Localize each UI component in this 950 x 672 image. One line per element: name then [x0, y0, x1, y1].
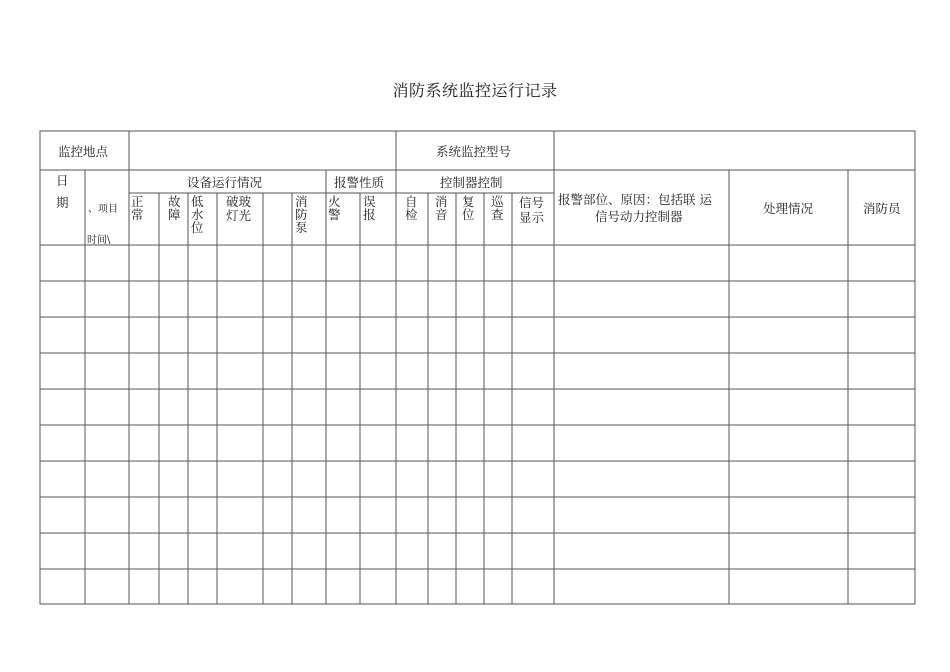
col-fault: 故障 [168, 194, 181, 222]
location-label: 监控地点 [58, 144, 109, 159]
col-reset: 复位 [462, 194, 475, 222]
col-fire-alarm: 火警 [328, 194, 341, 222]
page-title: 消防系统监控运行记录 [392, 81, 558, 100]
col-normal: 正常 [131, 194, 144, 222]
col-fire-pump: 消防泵 [295, 194, 308, 235]
date-char-2: 期 [56, 195, 69, 210]
col-alarm-info-line2: 信号动力控制器 [595, 209, 683, 224]
group-equipment-status: 设备运行情况 [187, 175, 263, 190]
col-low-water: 低水位 [191, 194, 204, 235]
col-self-check: 自检 [405, 194, 418, 222]
col-mute: 消音 [435, 194, 448, 222]
col-fireman: 消防员 [863, 201, 901, 216]
col-alarm-info-line1: 报警部位、原因：包括联 运 [558, 192, 712, 207]
item-label: 、项目 [88, 204, 118, 215]
time-label: 时间\ [87, 235, 111, 246]
col-broken-glass-light: 破玻灯光 [226, 194, 252, 223]
date-char-1: 日 [56, 173, 69, 188]
col-handling: 处理情况 [763, 201, 814, 216]
col-patrol: 巡查 [491, 194, 504, 222]
group-controller: 控制器控制 [440, 175, 503, 190]
model-label: 系统监控型号 [436, 144, 512, 159]
col-signal-display: 信号显示 [519, 195, 545, 225]
group-alarm-type: 报警性质 [334, 175, 385, 190]
col-false-alarm: 误报 [363, 194, 376, 222]
